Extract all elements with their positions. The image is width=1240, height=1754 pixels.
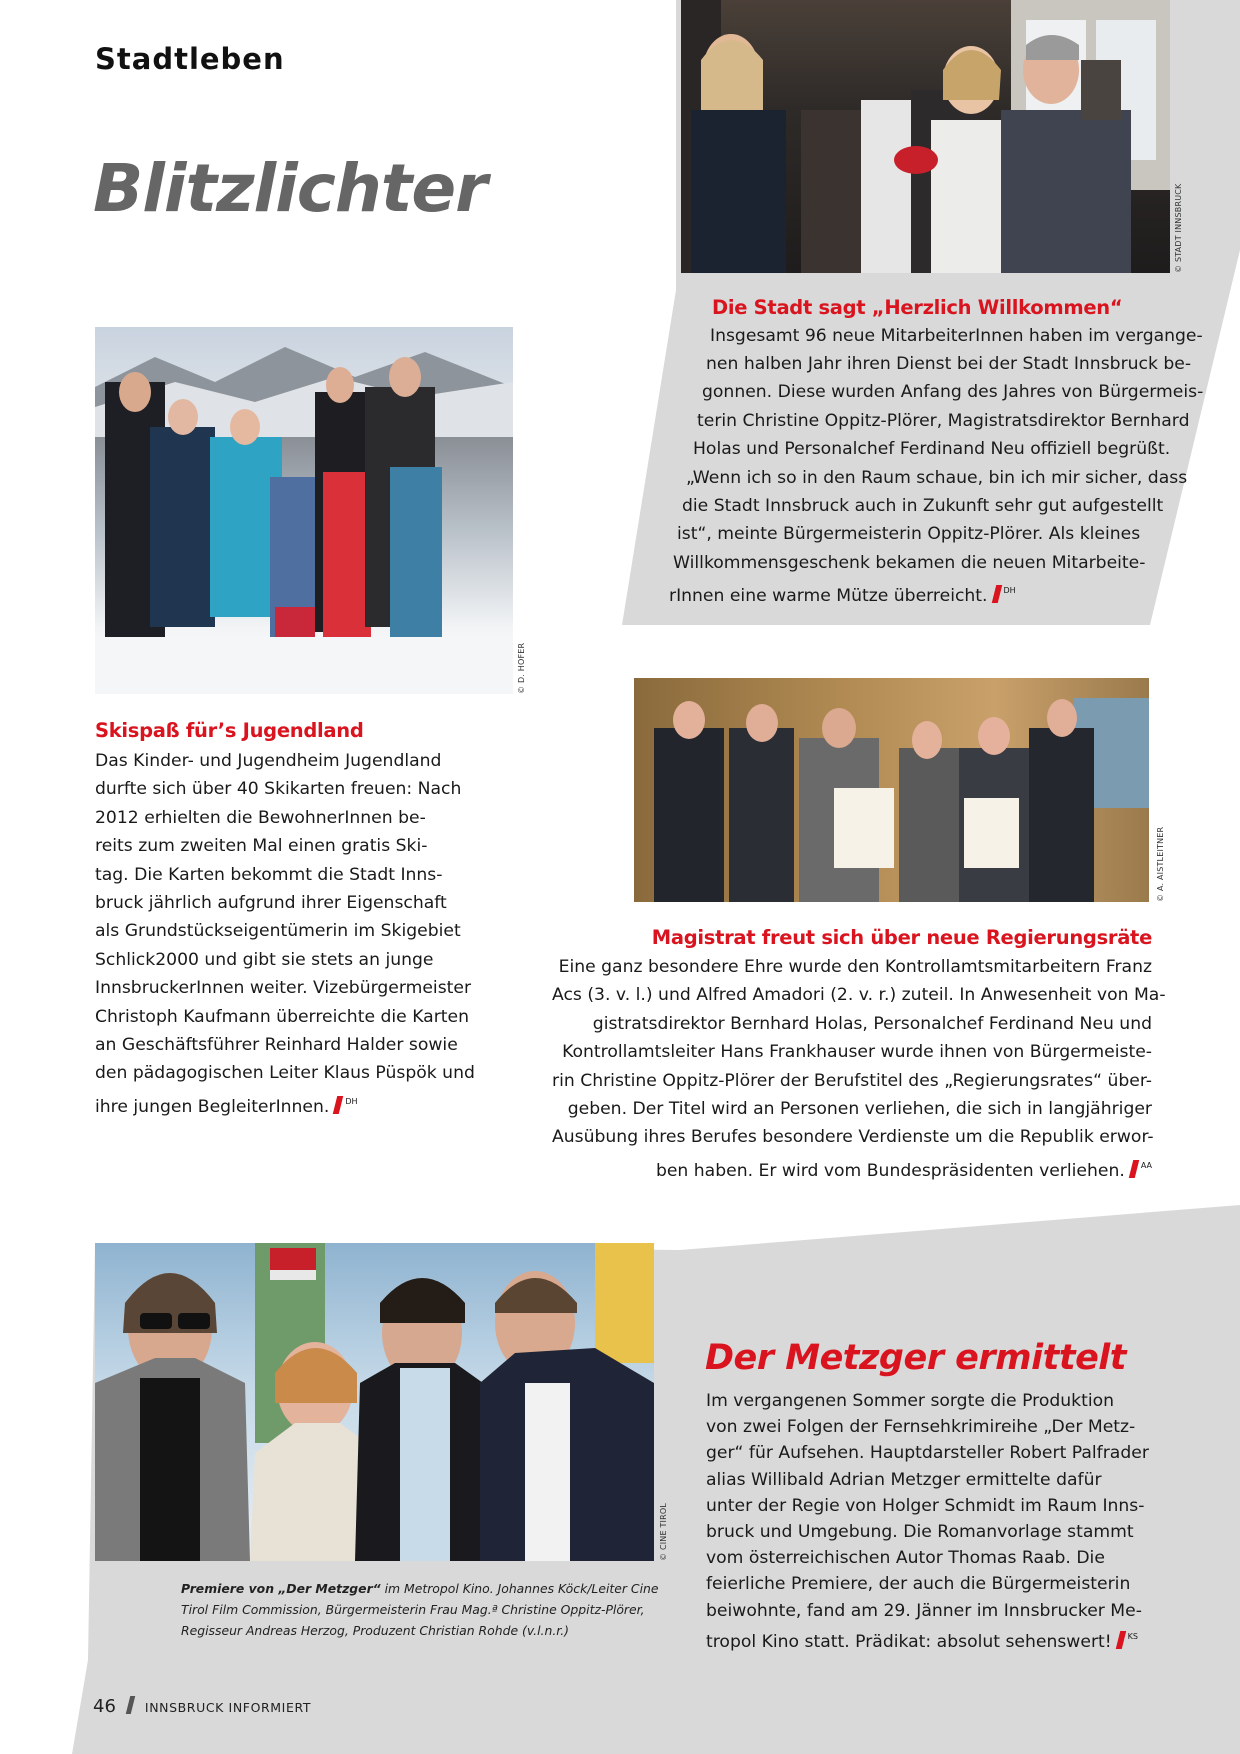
text-line: geben. Der Titel wird an Personen verliehen, die sich in langjähriger [567,1099,1152,1120]
text-line: den pädagogischen Leiter Klaus Püspök und [95,1063,475,1084]
text-line: unter der Regie von Holger Schmidt im Raum Inns- [706,1495,1145,1516]
red-slash-icon [1115,1631,1125,1649]
text-line: Kontrollamtsleiter Hans Frankhauser wurde ihnen von Bürgermeiste- [562,1042,1152,1063]
photo-caption-metzger [181,1578,658,1641]
text-line: vom österreichischen Autor Thomas Raab. Die [706,1548,1105,1569]
red-slash-icon [1129,1160,1139,1178]
last-line-skispass [95,1088,495,1121]
text-line: Willkommensgeschenk bekamen die neuen Mitarbeite- [673,553,1146,573]
page-title: Blitzlichter [93,150,487,227]
text-line: bruck jährlich aufgrund ihrer Eigenschaft [95,893,447,914]
text-line: Eine ganz besondere Ehre wurde den Kontrollamtsmitarbeitern Franz [558,957,1152,977]
text-line: Christoph Kaufmann überreichte die Karten [95,1006,469,1027]
caption-text: Regisseur Andreas Herzog, Produzent Christian Rohde (v.l.n.r.) [181,1623,570,1638]
text-line: rInnen eine warme Mütze überreicht. [669,586,988,606]
text-line: tag. Die Karten bekommt die Stadt Inns- [95,864,443,885]
author-initials: AA [1140,1160,1152,1170]
text-line: ist“, meinte Bürgermeisterin Oppitz-Plörer. Als kleines [677,524,1141,544]
caption-bold: Premiere von „Der Metzger“ [181,1581,381,1596]
red-slash-icon [333,1096,343,1114]
text-line: terin Christine Oppitz-Plörer, Magistratsdirektor Bernhard [697,411,1190,431]
caption-text: im Metropol Kino. Johannes Köck/Leiter Cine [380,1581,659,1596]
text-line: gistratsdirektor Bernhard Holas, Personalchef Ferdinand Neu und [592,1013,1152,1034]
text-line: als Grundstückseigentümerin im Skigebiet [95,921,461,942]
text-line: feierliche Premiere, der auch die Bürgermeisterin [706,1574,1131,1595]
text-line: von zwei Folgen der Fernsehkrimireihe „Der Metz- [706,1417,1136,1438]
author-initials: DH [1003,586,1016,595]
text-line: ben haben. Er wird vom Bundespräsidenten verliehen. [655,1160,1125,1181]
body-regierungsraete [552,953,1166,1185]
text-line: Acs (3. v. l.) und Alfred Amadori (2. v. r.) zuteil. In Anwesenheit von Ma- [552,985,1166,1006]
text-line: reits zum zweiten Mal einen gratis Ski- [95,836,428,857]
photo-credit-regierungsraete: © A. AISTLEITNER [1156,826,1165,902]
text-line: durfte sich über 40 Skikarten freuen: Nach [95,779,462,800]
publication-name: INNSBRUCK INFORMIERT [144,1700,312,1715]
body-metzger [706,1388,1149,1655]
headline-skispass: Skispaß für’s Jugendland [95,719,364,742]
text-line: ger“ für Aufsehen. Hauptdarsteller Robert Palfrader [706,1443,1149,1464]
text-line: gonnen. Diese wurden Anfang des Jahres von Bürgermeis- [702,382,1204,402]
headline-willkommen: Die Stadt sagt „Herzlich Willkommen“ [712,296,1123,319]
text-line: tropol Kino statt. Prädikat: absolut sehenswert! [706,1631,1112,1652]
photo-skispass [95,327,513,694]
text-line: bruck und Umgebung. Die Romanvorlage stammt [706,1522,1134,1543]
text-line: alias Willibald Adrian Metzger ermittelte dafür [706,1469,1102,1490]
text-line: die Stadt Innsbruck auch in Zukunft sehr gut aufgestellt [682,496,1164,516]
text-line: Schlick2000 und gibt sie stets an junge [95,949,434,970]
text-line: Holas und Personalchef Ferdinand Neu offiziell begrüßt. [693,439,1171,459]
text-line: 2012 erhielten die BewohnerInnen be- [95,807,426,828]
photo-credit-willkommen: © STADT INNSBRUCK [1174,183,1183,273]
text-line: rin Christine Oppitz-Plörer der Berufstitel des „Regierungsrates“ über- [552,1070,1152,1091]
last-line-regierungsraete [552,1152,1152,1185]
photo-credit-metzger: © CINE TIROL [659,1502,668,1561]
section-label: Stadtleben [95,42,285,76]
gray-slash-icon [126,1696,135,1714]
text-line: „Wenn ich so in den Raum schaue, bin ich mir sicher, dass [686,468,1188,488]
headline-regierungsraete: Magistrat freut sich über neue Regierungsräte [651,926,1152,949]
headline-metzger: Der Metzger ermittelt [705,1338,1127,1378]
text-line: InnsbruckerInnen weiter. Vizebürgermeister [95,978,472,999]
red-slash-icon [991,585,1001,603]
author-initials: DH [345,1096,358,1106]
author-initials: KS [1127,1631,1138,1641]
text-line: Ausübung ihres Berufes besondere Verdienste um die Republik erwor- [552,1127,1154,1148]
page-number: 46 [93,1696,116,1717]
photo-credit-skispass: © D. HOFER [517,642,526,694]
page-footer [93,1696,311,1717]
text-line: Im vergangenen Sommer sorgte die Produktion [706,1391,1115,1411]
photo-metzger [95,1243,654,1561]
last-line-metzger [706,1624,1146,1655]
photo-regierungsraete [634,678,1149,902]
photo-willkommen [681,0,1170,273]
body-skispass [95,747,495,1121]
text-line: Insgesamt 96 neue MitarbeiterInnen haben im vergange- [710,326,1203,346]
text-line: Das Kinder- und Jugendheim Jugendland [95,751,442,771]
text-line: nen halben Jahr ihren Dienst bei der Stadt Innsbruck be- [706,354,1192,374]
text-line: an Geschäftsführer Reinhard Halder sowie [95,1035,458,1056]
last-line-willkommen [669,577,1016,610]
text-line: ihre jungen BegleiterInnen. [95,1096,330,1117]
text-line: beiwohnte, fand am 29. Jänner im Innsbrucker Me- [706,1600,1142,1621]
caption-text: Tirol Film Commission, Bürgermeisterin Frau Mag.ª Christine Oppitz-Plörer, [181,1602,645,1617]
